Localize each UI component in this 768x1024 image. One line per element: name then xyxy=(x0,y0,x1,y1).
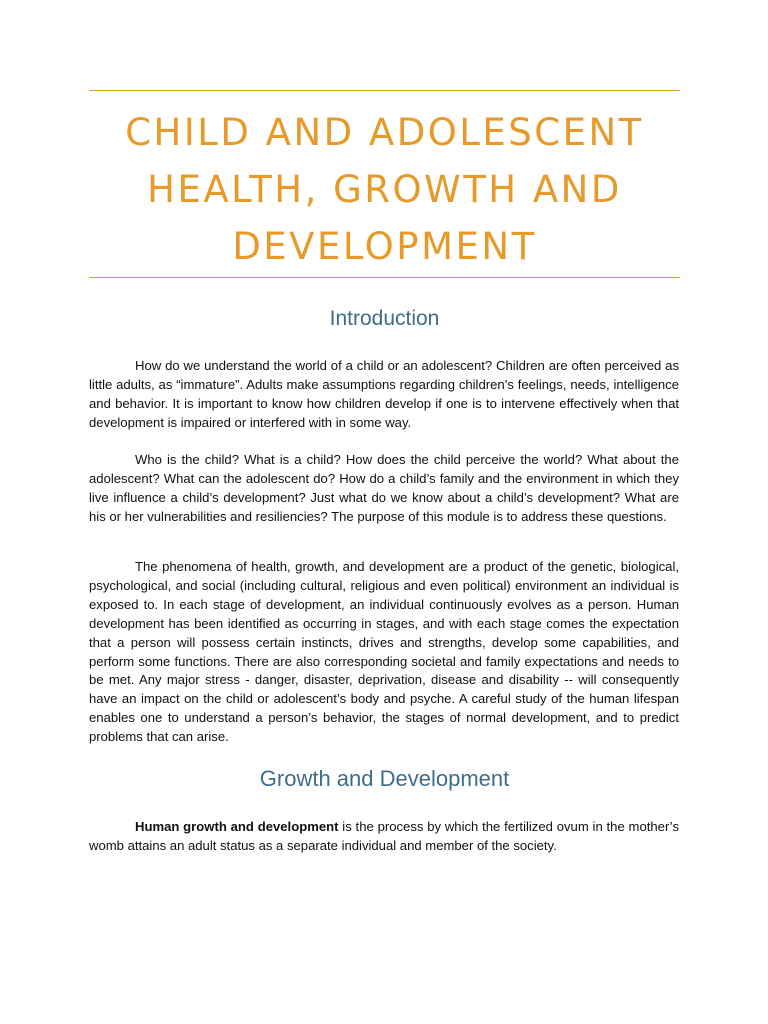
title-top-rule xyxy=(89,90,680,91)
intro-paragraph-1: How do we understand the world of a child or an adolescent? Children are often perceived as little adults, as “immature”. Adults make assumptions regarding children’s feelings, needs, intelligence and behavior. It is important to know how children develop if one is to intervene effectively when that development is impaired or interfered with in some way. xyxy=(89,358,679,430)
growth-bold-lead: Human growth and development xyxy=(135,819,339,834)
growth-paragraph-1 xyxy=(89,818,679,856)
growth-paragraph-text: is the process by which the fertilized ovum in the mother’s womb attains an adult status as a separate individual and member of the society. xyxy=(89,819,680,853)
section-heading-introduction: Introduction xyxy=(329,307,440,330)
document-title: CHILD AND ADOLESCENT HEALTH, GROWTH AND DEVELOPMENT xyxy=(125,111,644,268)
section-heading-growth-and-development: Growth and Development xyxy=(259,766,510,791)
intro-paragraph-3: The phenomena of health, growth, and development are a product of the genetic, biological, psychological, and social (including cultural, religious and even political) environment an individual is exposed to. In each stage of development, an individual continuously evolves as a person. Human development has been identified as occurring in stages, and with each stage comes the expectation that a person will possess certain instincts, drives and strengths, develop some capabilities, and perform some functions. There are also corresponding societal and family expectations and needs to be met. Any major stress - danger, disaster, deprivation, disease and disability -- will consequently have an impact on the child or adolescent’s body and psyche. A careful study of the human lifespan enables one to understand a person’s behavior, the stages of normal development, and to predict problems that can arise. xyxy=(89,559,679,745)
intro-paragraph-2: Who is the child? What is a child? How does the child perceive the world? What about the adolescent? What can the adolescent do? How do a child’s family and the environment in which they live influence a child’s development? Just what do we know about a child’s development? What are his or her vulnerabilities and resiliencies? The purpose of this module is to address these questions. xyxy=(89,452,679,524)
title-bottom-rule xyxy=(89,277,680,278)
